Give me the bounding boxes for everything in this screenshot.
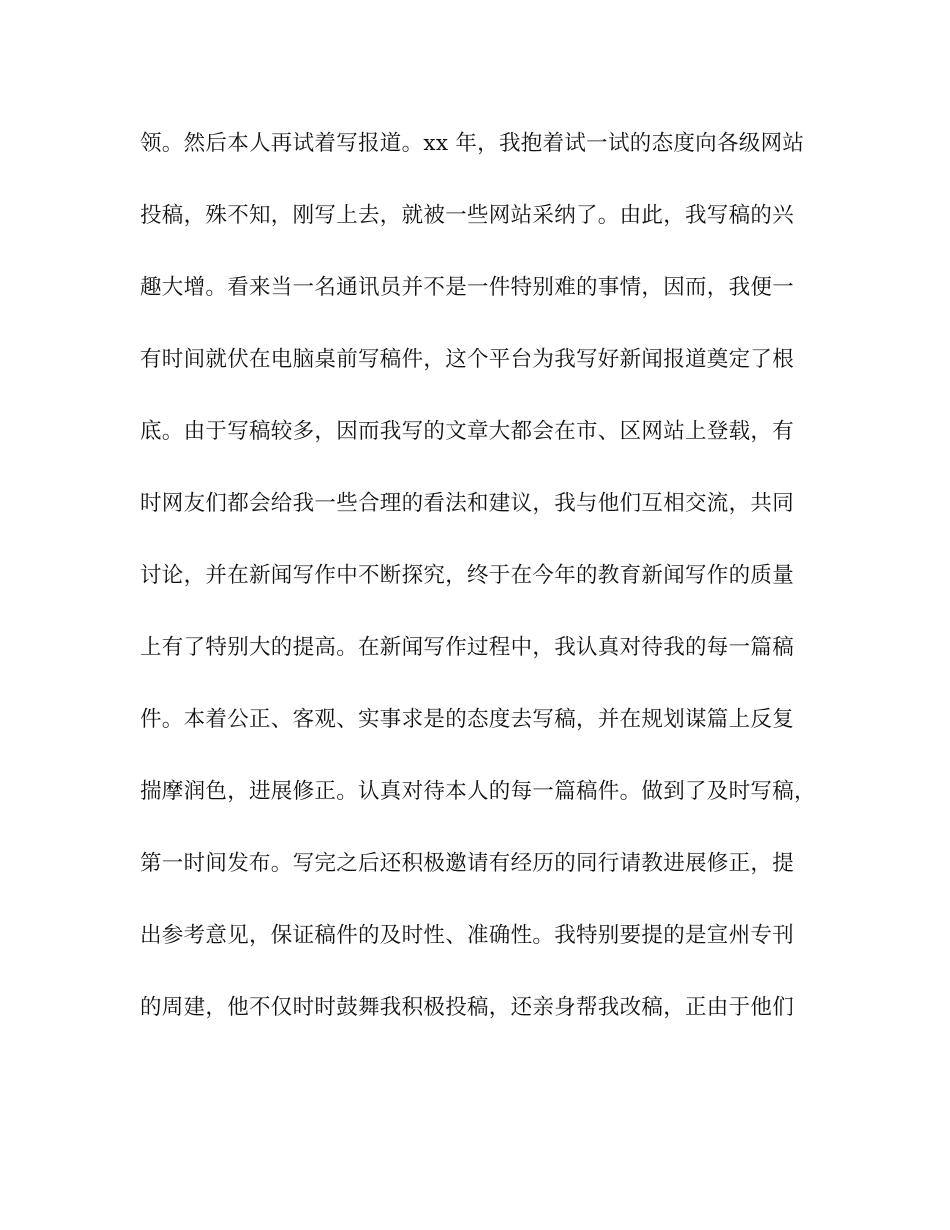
text-line: 的周建，他不仅时时鼓舞我积极投稿，还亲身帮我改稿，正由于他们 — [140, 995, 795, 1020]
text-line: 趣大增。看来当一名通讯员并不是一件特别难的事情，因而，我便一 — [140, 275, 795, 300]
text-line: 出参考意见，保证稿件的及时性、准确性。我特别要提的是宣州专刊 — [140, 923, 795, 948]
text-line: 投稿，殊不知，刚写上去，就被一些网站采纳了。由此，我写稿的兴 — [140, 203, 795, 228]
text-line: 揣摩润色，进展修正。认真对待本人的每一篇稿件。做到了及时写稿， — [140, 779, 816, 804]
text-line: 底。由于写稿较多，因而我写的文章大都会在市、区网站上登载，有 — [140, 419, 795, 444]
text-line: 有时间就伏在电脑桌前写稿件，这个平台为我写好新闻报道奠定了根 — [140, 347, 795, 372]
body-paragraph — [140, 124, 820, 1060]
text-line: 时网友们都会给我一些合理的看法和建议，我与他们互相交流，共同 — [140, 491, 795, 516]
text-line: 上有了特别大的提高。在新闻写作过程中，我认真对待我的每一篇稿 — [140, 635, 795, 660]
text-line: 第一时间发布。写完之后还积极邀请有经历的同行请教进展修正，提 — [140, 851, 795, 876]
text-line: 件。本着公正、客观、实事求是的态度去写稿，并在规划谋篇上反复 — [140, 707, 795, 732]
text-line: 讨论，并在新闻写作中不断探究，终于在今年的教育新闻写作的质量 — [140, 563, 795, 588]
text-line: 领。然后本人再试着写报道。xx 年，我抱着试一试的态度向各级网站 — [140, 131, 805, 156]
